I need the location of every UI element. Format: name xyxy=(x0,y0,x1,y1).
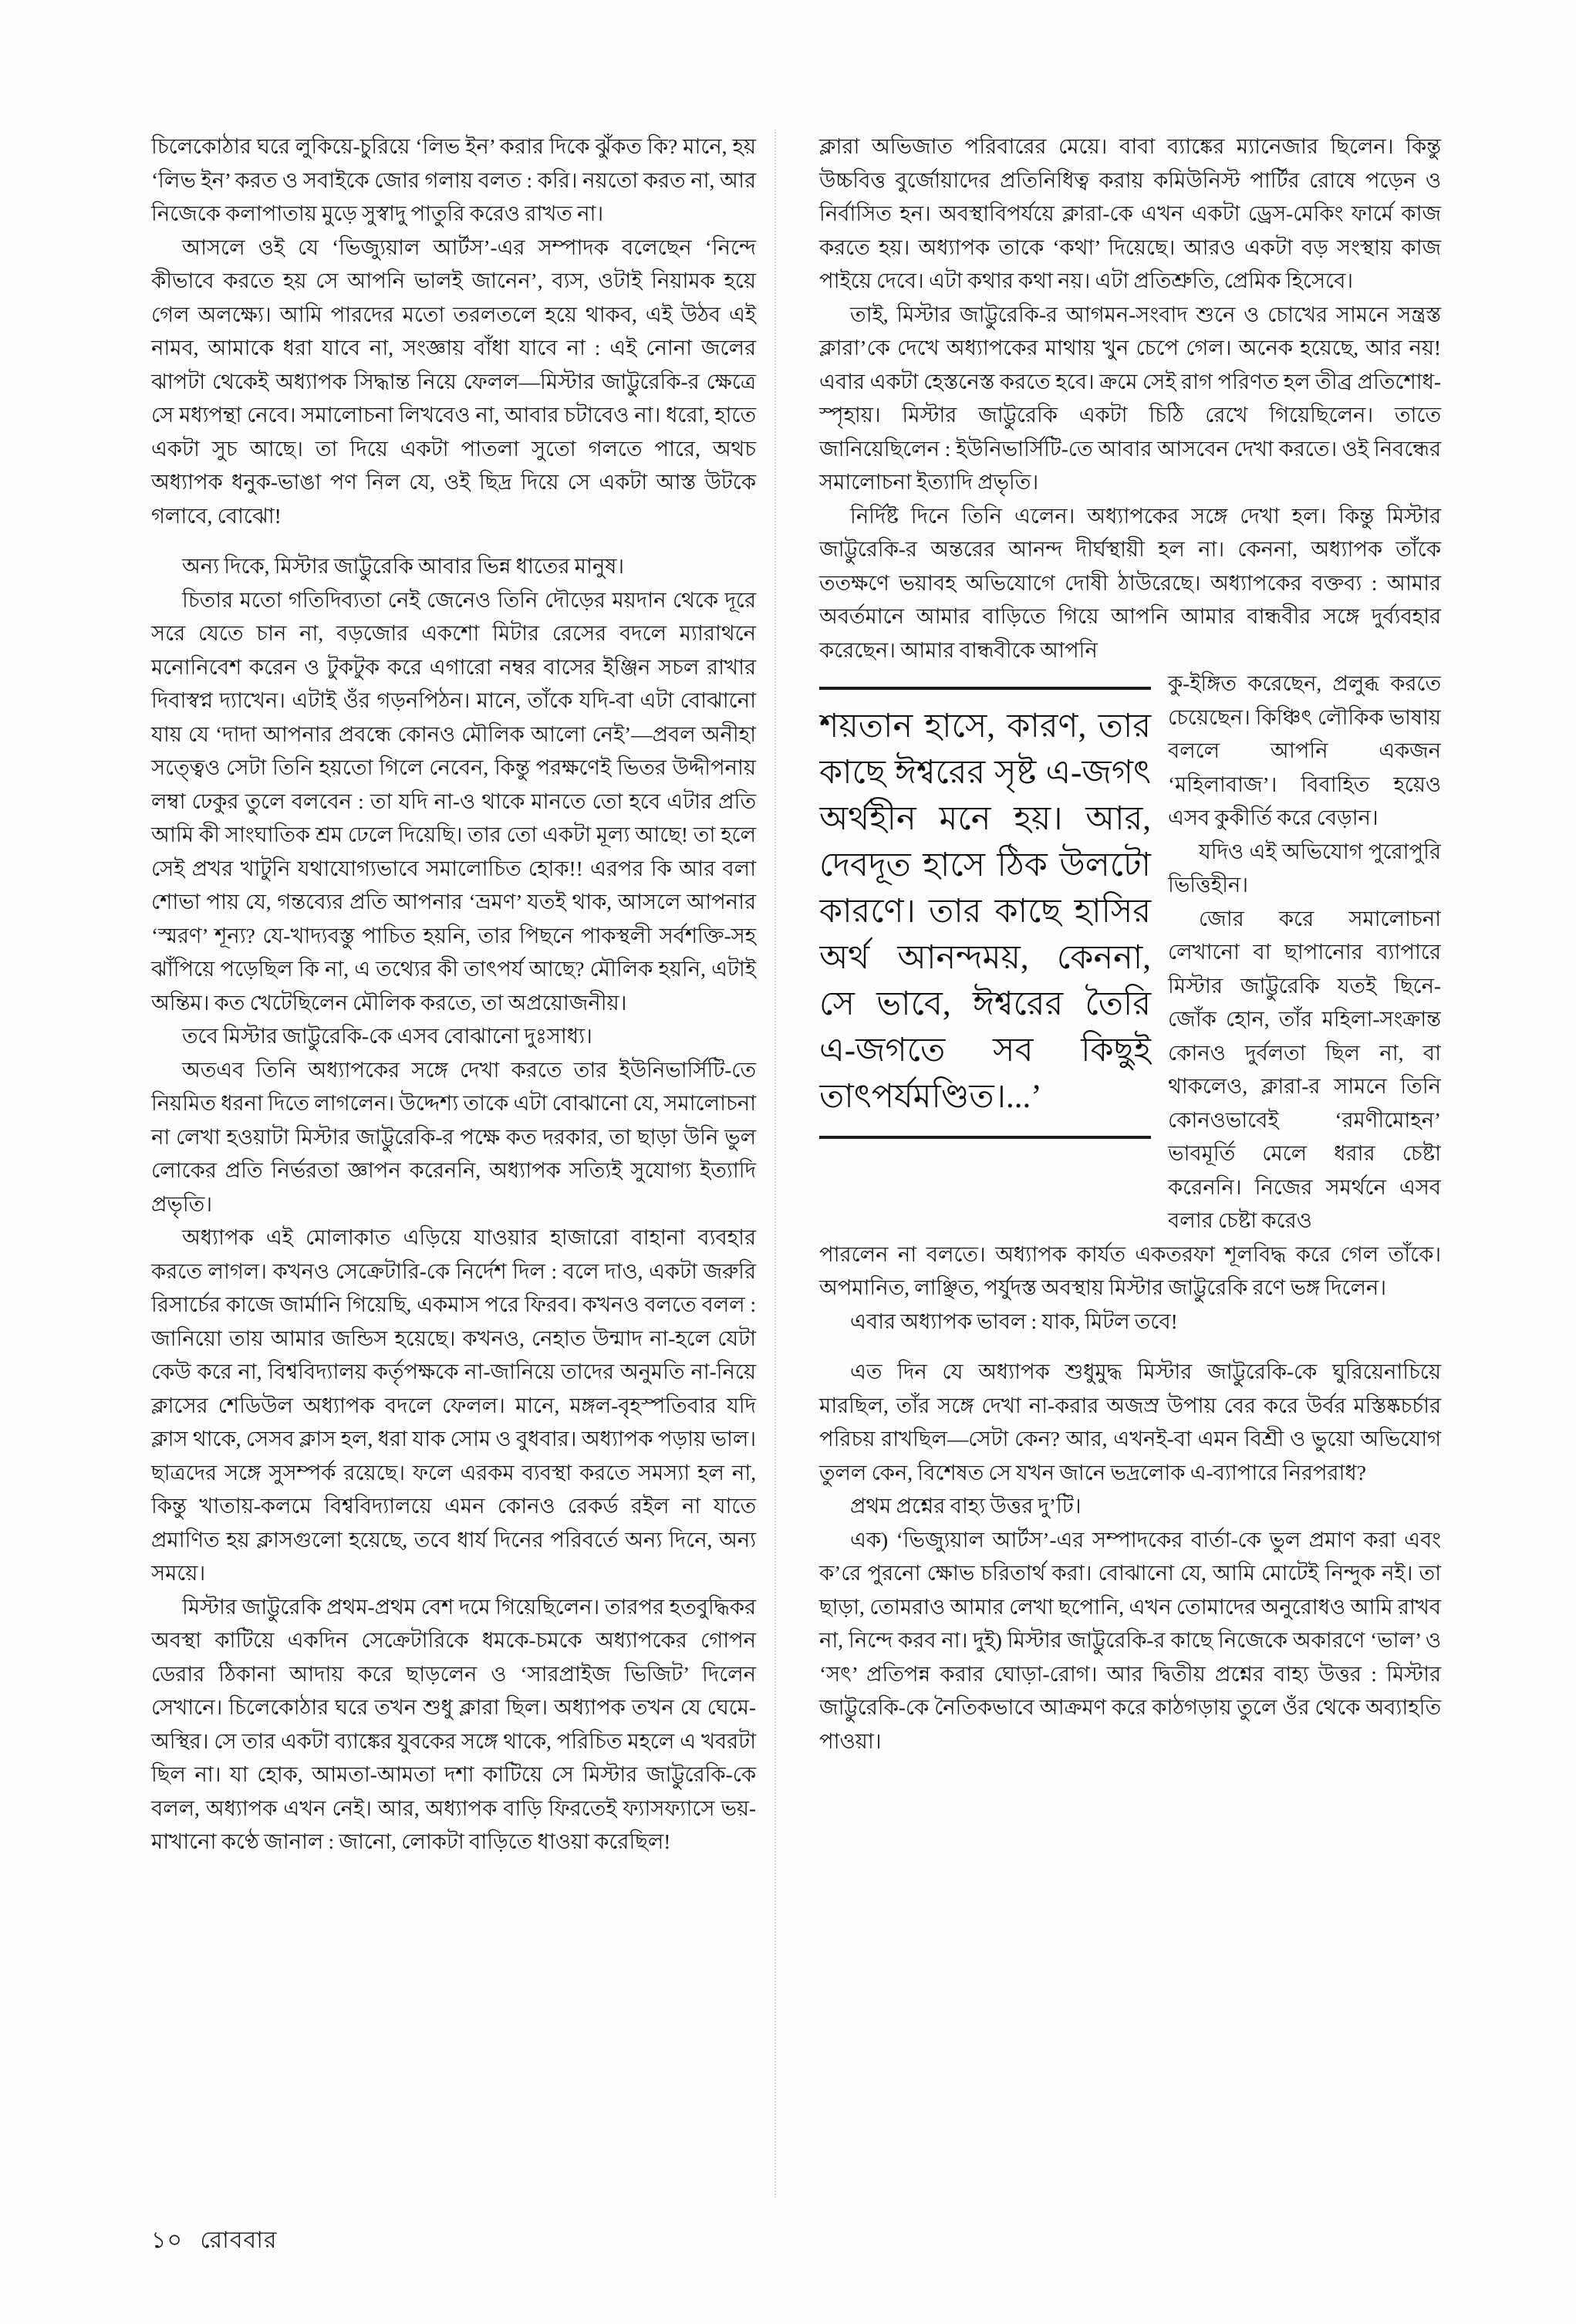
paragraph: তবে মিস্টার জাট্টুরেকি-কে এসব বোঝানো দুঃসাধ্য। xyxy=(182,1024,592,1048)
paragraph: এত দিন যে অধ্যাপক শুধুমুদ্ধ মিস্টার জাট্টুরেকি-কে ঘুরিয়েনাচিয়ে মারছিল, তাঁর সঙ্গে দেখা না-করার অজস্র উপায় বের করে উর্বর মস্তিষ্কচর্চার পরিচয় রাখছিল—সেটা কেন? আর, এখনই-বা এমন বিশ্রী ও ভুয়ো অভিযোগ তুলল কেন, বিশেষত সে যখন জানে ভদ্রলোক এ-ব্যাপারে নিরপরাধ? xyxy=(819,1360,1441,1485)
publication-name: রোববার xyxy=(200,2228,278,2253)
page-number: ১০ xyxy=(151,2228,183,2253)
left-text-column xyxy=(151,130,776,2197)
paragraph: জোর করে সমালোচনা লেখানো বা ছাপানোর ব্যাপারে মিস্টার জাট্টুরেকি যতই ছিনে-জোঁক হোন, তাঁর মহিলা-সংক্রান্ত কোনও দুর্বলতা ছিল না, বা থাকলেও, ক্লারা-র সামনে তিনি কোনওভাবেই ‘রমণীমোহন’ ভাবমূর্তি মেলে ধরার চেষ্টা করেননি। নিজের সমর্থনে এসব বলার চেষ্টা করেও xyxy=(1168,906,1441,1232)
paragraph: চিলেকোঠার ঘরে লুকিয়ে-চুরিয়ে ‘লিভ ইন’ করার দিকে ঝুঁকত কি? মানে, হয় ‘লিভ ইন’ করত ও সবাইকে জোর গলায় বলত : করি। নয়তো করত না, আর নিজেকে কলাপাতায় মুড়ে সুস্বাদু পাতুরি করেও রাখত না। xyxy=(151,134,756,225)
pullquote-side-text xyxy=(1168,667,1441,1238)
paragraph: পারলেন না বলতে। অধ্যাপক কার্যত একতরফা শূলবিদ্ধ করে গেল তাঁকে। অপমানিত, লাঞ্ছিত, পর্যুদস্ত অবস্থায় মিস্টার জাট্টুরেকি রণে ভঙ্গ দিলেন। xyxy=(819,1241,1441,1299)
paragraph: নির্দিষ্ট দিনে তিনি এলেন। অধ্যাপকের সঙ্গে দেখা হল। কিন্তু মিস্টার জাট্টুরেকি-র অন্তরের আনন্দ দীর্ঘস্থায়ী হল না। কেননা, অধ্যাপক তাঁকে ততক্ষণে ভয়াবহ অভিযোগে দোষী ঠাউরেছে। অধ্যাপকের বক্তব্য : আমার অবর্তমানে আমার বাড়িতে গিয়ে আপনি আমার বান্ধবীর সঙ্গে দুর্ব্যবহার করেছেন। আমার বান্ধবীকে আপনি xyxy=(819,503,1441,662)
paragraph: কু-ইঙ্গিত করেছেন, প্রলুব্ধ করতে চেয়েছেন। কিঞ্চিৎ লৌকিক ভাষায় বললে আপনি একজন ‘মহিলাবাজ’। বিবাহিত হয়েও এসব কুকীর্তি করে বেড়ান। xyxy=(1168,671,1441,829)
paragraph: এক) ‘ভিজ্যুয়াল আর্টস’-এর সম্পাদকের বার্তা-কে ভুল প্রমাণ করা এবং ক’রে পুরনো ক্ষোভ চরিতার্থ করা। বোঝানো যে, আমি মোটেই নিন্দুক নই। তা ছাড়া, তোমরাও আমার লেখা ছপোনি, এখন তোমাদের অনুরোধও আমি রাখব না, নিন্দে করব না। দুই) মিস্টার জাট্টুরেকি-র কাছে নিজেকে অকারণে ‘ভাল’ ও ‘সৎ’ প্রতিপন্ন করার ঘোড়া-রোগ। আর দ্বিতীয় প্রশ্নের বাহ্য উত্তর : মিস্টার জাট্টুরেকি-কে নৈতিকভাবে আক্রমণ করে কাঠগড়ায় তুলে ওঁর থেকে অব্যাহতি পাওয়া। xyxy=(819,1527,1441,1753)
paragraph: মিস্টার জাট্টুরেকি প্রথম-প্রথম বেশ দমে গিয়েছিলেন। তারপর হতবুদ্ধিকর অবস্থা কাটিয়ে একদিন সেক্রেটারিকে ধমকে-চমকে অধ্যাপকের গোপন ডেরার ঠিকানা আদায় করে ছাড়লেন ও ‘সারপ্রাইজ ভিজিট’ দিলেন সেখানে। চিলেকোঠার ঘরে তখন শুধু ক্লারা ছিল। অধ্যাপক তখন যে ঘেমে-অস্থির। সে তার একটা ব্যাঙ্কের যুবকের সঙ্গে থাকে, পরিচিত মহলে এ খবরটা ছিল না। যা হোক, আমতা-আমতা দশা কাটিয়ে সে মিস্টার জাট্টুরেকি-কে বলল, অধ্যাপক এখন নেই। আর, অধ্যাপক বাড়ি ফিরতেই ফ্যাসফ্যাসে ভয়-মাখানো কণ্ঠে জানাল : জানো, লোকটা বাড়িতে ধাওয়া করেছিল! xyxy=(151,1594,756,1853)
pullquote-wrap xyxy=(819,667,1441,1238)
right-text-column xyxy=(819,130,1441,2197)
paragraph: তাই, মিস্টার জাট্টুরেকি-র আগমন-সংবাদ শুনে ও চোখের সামনে সন্ত্রস্ত ক্লারা’কে দেখে অধ্যাপকের মাথায় খুন চেপে গেল। অনেক হয়েছে, আর নয়! এবার একটা হেস্তনেস্ত করতে হবে। ক্রমে সেই রাগ পরিণত হল তীব্র প্রতিশোধ-স্পৃহায়। মিস্টার জাট্টুরেকি একটা চিঠি রেখে গিয়েছিলেন। তাতে জানিয়েছিলেন : ইউনিভার্সিটি-তে আবার আসবেন দেখা করতে। ওই নিবন্ধের সমালোচনা ইত্যাদি প্রভৃতি। xyxy=(819,302,1441,494)
paragraph: যদিও এই অভিযোগ পুরোপুরি ভিত্তিহীন। xyxy=(1168,839,1441,897)
paragraph: অধ্যাপক এই মোলাকাত এড়িয়ে যাওয়ার হাজারো বাহানা ব্যবহার করতে লাগল। কখনও সেক্রেটারি-কে নির্দেশ দিল : বলে দাও, একটা জরুরি রিসার্চের কাজে জার্মানি গিয়েছি, একমাস পরে ফিরব। কখনও বলতে বলল : জানিয়ো তায় আমার জন্ডিস হয়েছে। কখনও, নেহাত উন্মাদ না-হলে যেটা কেউ করে না, বিশ্ববিদ্যালয় কর্তৃপক্ষকে না-জানিয়ে তাদের অনুমতি না-নিয়ে ক্লাসের শেডিউল অধ্যাপক বদলে ফেলল। মানে, মঙ্গল-বৃহস্পতিবার যদি ক্লাস থাকে, সেসব ক্লাস হল, ধরা যাক সোম ও বুধবার। অধ্যাপক পড়ায় ভাল। ছাত্রদের সঙ্গে সুসম্পর্ক রয়েছে। ফলে এরকম ব্যবস্থা করতে সমস্যা হল না, কিন্তু খাতায়-কলমে বিশ্ববিদ্যালয়ে এমন কোনও রেকর্ড রইল না যাতে প্রমাণিত হয় ক্লাসগুলো হয়েছে, তবে ধার্য দিনের পরিবর্তে অন্য দিনে, অন্য সময়ে। xyxy=(151,1225,756,1585)
paragraph: অতএব তিনি অধ্যাপকের সঙ্গে দেখা করতে তার ইউনিভার্সিটি-তে নিয়মিত ধরনা দিতে লাগলেন। উদ্দেশ্য তাকে এটা বোঝানো যে, সমালোচনা না লেখা হওয়াটা মিস্টার জাট্টুরেকি-র পক্ষে কত দরকার, তা ছাড়া উনি ভুল লোকের প্রতি নির্ভরতা জ্ঞাপন করেননি, অধ্যাপক সত্যিই সুযোগ্য ইত্যাদি প্রভৃতি। xyxy=(151,1057,756,1216)
article-columns xyxy=(151,130,1441,2197)
page-footer xyxy=(151,2221,277,2261)
paragraph: অন্য দিকে, মিস্টার জাট্টুরেকি আবার ভিন্ন ধাতের মানুষ। xyxy=(182,554,625,578)
pullquote-text: শয়তান হাসে, কারণ, তার কাছে ঈশ্বরের সৃষ্ট এ-জগৎ অর্থহীন মনে হয়। আর, দেবদূত হাসে ঠিক উলটো কারণে। তার কাছে হাসির অর্থ আনন্দময়, কেননা, সে ভাবে, ঈশ্বরের তৈরি এ-জগতে সব কিছুই তাৎপর্যমণ্ডিত।...’ xyxy=(819,708,1151,1115)
paragraph: ক্লারা অভিজাত পরিবারের মেয়ে। বাবা ব্যাঙ্কের ম্যানেজার ছিলেন। কিন্তু উচ্চবিত্ত বুর্জোয়াদের প্রতিনিধিত্ব করায় কমিউনিস্ট পার্টির রোষে পড়েন ও নির্বাসিত হন। অবস্থাবিপর্যয়ে ক্লারা-কে এখন একটা ড্রেস-মেকিং ফার্মে কাজ করতে হয়। অধ্যাপক তাকে ‘কথা’ দিয়েছে। আরও একটা বড় সংস্থায় কাজ পাইয়ে দেবে। এটা কথার কথা নয়। এটা প্রতিশ্রুতি, প্রেমিক হিসেবে। xyxy=(819,134,1441,292)
paragraph: এবার অধ্যাপক ভাবল : যাক, মিটল তবে! xyxy=(850,1309,1178,1333)
paragraph: চিতার মতো গতিদিব্যতা নেই জেনেও তিনি দৌড়ের ময়দান থেকে দূরে সরে যেতে চান না, বড়জোর একশো মিটার রেসের বদলে ম্যারাথনে মনোনিবেশ করেন ও টুকটুক করে এগারো নম্বর বাসের ইঞ্জিন সচল রাখার দিবাস্বপ্ন দ্যাখেন। এটাই ওঁর গড়নপিঠন। মানে, তাঁকে যদি-বা এটা বোঝানো যায় যে ‘দাদা আপনার প্রবন্ধে কোনও মৌলিক আলো নেই’—প্রবল অনীহা সত্ত্বেও সেটা তিনি হয়তো গিলে নেবেন, কিন্তু পরক্ষণেই ভিতর উদ্দীপনায় লম্বা ঢেকুর তুলে বলবেন : তা যদি না-ও থাকে মানতে তো হবে এটার প্রতি আমি কী সাংঘাতিক শ্রম ঢেলে দিয়েছি। তার তো একটা মূল্য আছে! তা হলে সেই প্রখর খাটুনি যথাযোগ্যভাবে সমালোচিত হোক!! এরপর কি আর বলা শোভা পায় যে, গন্তব্যের প্রতি আপনার ‘ভ্রমণ’ যতই থাক, আসলে আপনার ‘স্মরণ’ শূন্য? যে-খাদ্যবস্তু পাচিত হয়নি, তার পিছনে পাকস্থলী সর্বশক্তি-সহ ঝাঁপিয়ে পড়েছিল কি না, এ তথ্যের কী তাৎপর্য আছে? মৌলিক হয়নি, এটাই অন্তিম। কত খেটেছিলেন মৌলিক করতে, তা অপ্রয়োজনীয়। xyxy=(151,587,756,1015)
paragraph: প্রথম প্রশ্নের বাহ্য উত্তর দু’টি। xyxy=(850,1494,1082,1518)
pullquote xyxy=(819,687,1151,1139)
paragraph: আসলে ওই যে ‘ভিজ্যুয়াল আর্টস’-এর সম্পাদক বলেছেন ‘নিন্দে কীভাবে করতে হয় সে আপনি ভালই জানেন’, ব্যস, ওটাই নিয়ামক হয়ে গেল অলক্ষ্যে। আমি পারদের মতো তরলতলে হয়ে থাকব, এই উঠব এই নামব, আমাকে ধরা যাবে না, সংজ্ঞায় বাঁধা যাবে না : এই নোনা জলের ঝাপটা থেকেই অধ্যাপক সিদ্ধান্ত নিয়ে ফেলল—মিস্টার জাট্টুরেকি-র ক্ষেত্রে সে মধ্যপন্থা নেবে। সমালোচনা লিখবেও না, আবার চটাবেও না। ধরো, হাতে একটা সুচ আছে। তা দিয়ে একটা পাতলা সুতো গলতে পারে, অথচ অধ্যাপক ধনুক-ভাঙা পণ নিল যে, ওই ছিদ্র দিয়ে সে একটা আস্ত উটকে গলাবে, বোঝো! xyxy=(151,235,756,528)
